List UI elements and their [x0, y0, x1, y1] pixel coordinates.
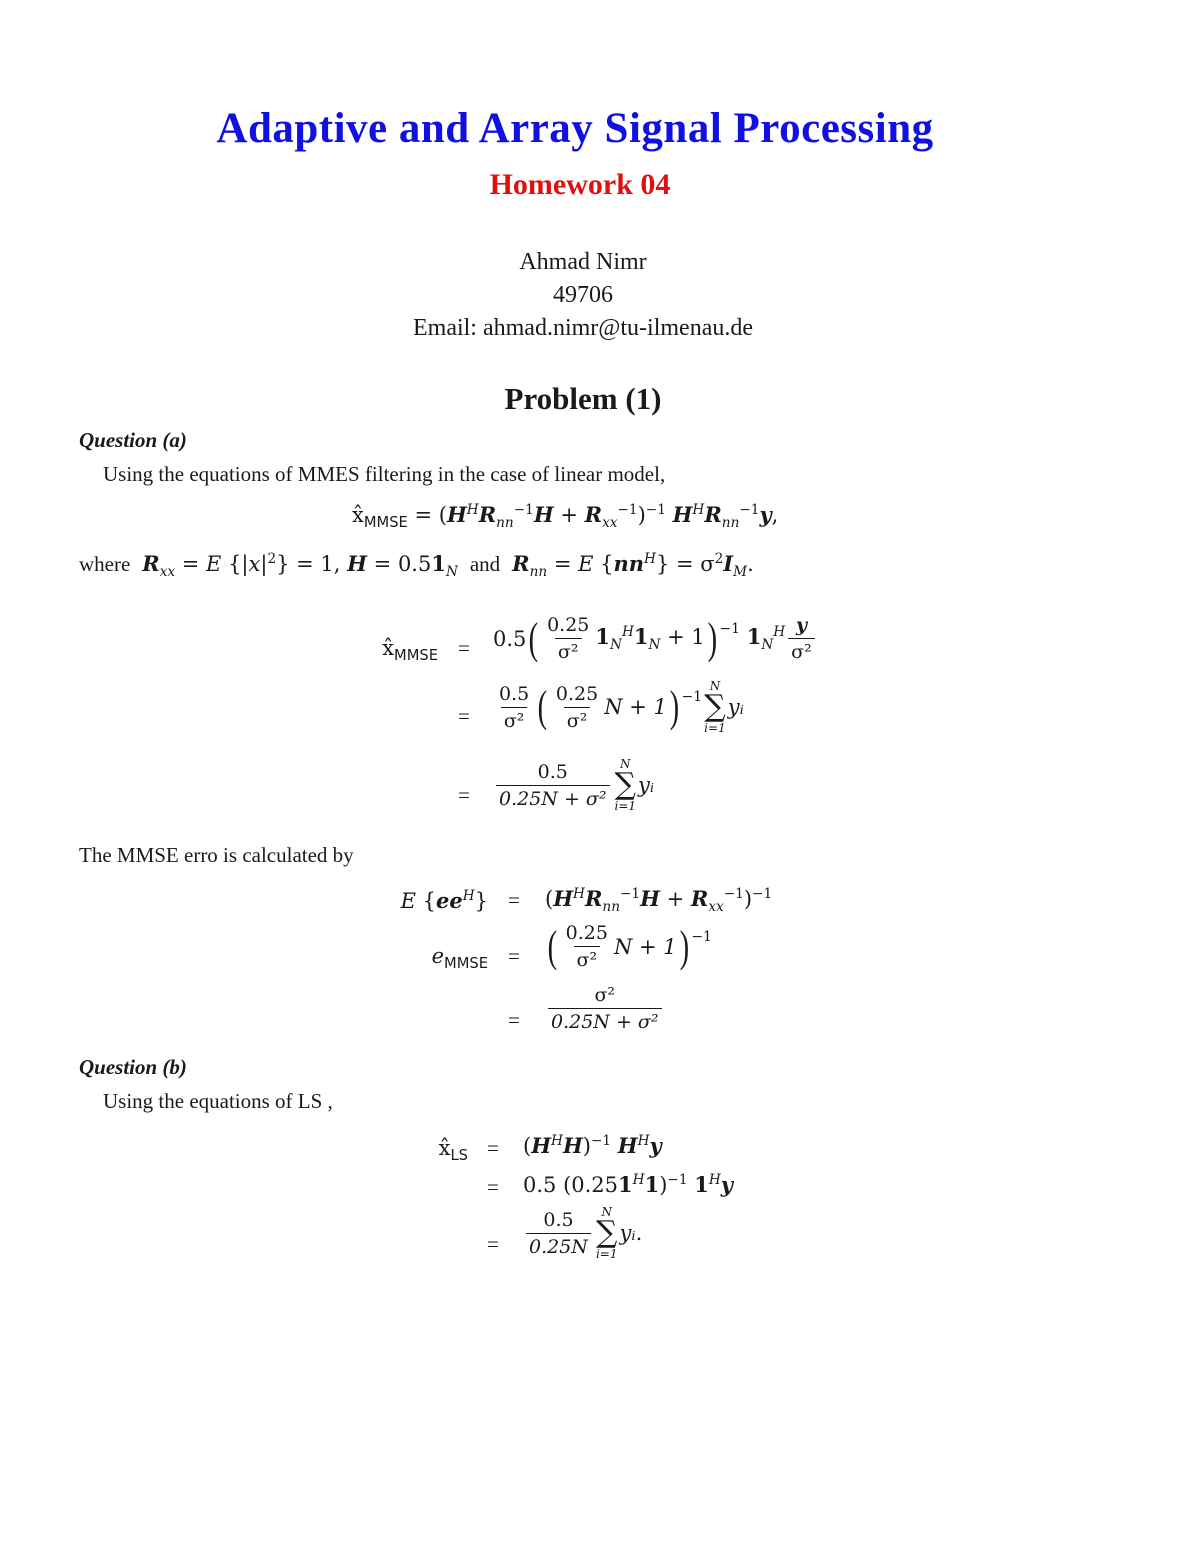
author-name: Ahmad Nimr: [519, 249, 647, 275]
mmse-error-text: The MMSE erro is calculated by: [79, 843, 354, 867]
where-word: where: [79, 552, 131, 576]
ls-lhs: [410, 1136, 468, 1164]
fraction: [526, 1209, 591, 1258]
mmse-estimator-equation: $x̂_{MMSE} = (H^HR_{nn}^{-1}H + R_{xx}^{-1})^{-1}$ $H^HR_{nn}^{-1}y$,: [352, 502, 779, 532]
left-paren: (: [537, 682, 548, 731]
sum-upper: N: [620, 757, 631, 771]
y-i: yᵢ: [619, 1221, 636, 1245]
coefficient: 0.5: [493, 626, 527, 651]
model-definitions: where $R_{xx} = E$ $\{|x|^2\} = 1$, $H = 0.51_N$ and $R_{nn} = E$ $\{nn^H\} = \sigma^2I_M$.: [79, 551, 754, 581]
problem-heading: Problem (1): [504, 381, 662, 416]
summation-symbol: N ∑ i=1: [595, 1205, 618, 1261]
fraction: [544, 614, 592, 663]
denominator: σ²: [574, 946, 601, 971]
question-b-label: Question (b): [79, 1055, 187, 1079]
right-paren: ): [707, 613, 717, 663]
right-paren: ): [669, 682, 679, 731]
numerator: 0.25: [555, 682, 599, 705]
error-covariance-rhs: $(H^HR_{nn}^{-1}H + R_{xx}^{-1})^{-1}$: [545, 886, 773, 916]
sum-upper: N: [601, 1205, 612, 1219]
left-paren: (: [528, 613, 539, 663]
sum-lower: i=1: [704, 721, 726, 735]
numerator: 0.5: [543, 1208, 574, 1231]
ls-step-1: $(H^HH)^{-1}$ $H^Hy$: [523, 1133, 662, 1158]
right-paren: ): [679, 921, 689, 971]
e-mmse-step-1: ( $\frac{0.25}{\text{σ²}}$ N + 1 ) −1: [547, 921, 712, 971]
equals-sign: =: [487, 1232, 499, 1256]
sum-upper: N: [709, 679, 721, 693]
equals-sign: =: [487, 1175, 499, 1199]
x-hat-symbol: x̂: [352, 503, 364, 527]
left-paren: (: [547, 921, 558, 971]
e-mmse-step-2: [545, 984, 665, 1033]
mmse-step-2: $\frac{0.5}{\text{σ²}}$ ( $\frac{0.25}{\text{σ²}}$ N + 1 ) −1 N ∑ i=1 yᵢ: [493, 680, 744, 734]
equals-sign: =: [508, 888, 520, 912]
sum-lower: i=1: [595, 1247, 618, 1261]
equals-sign: =: [458, 783, 470, 807]
question-a-label: Question (a): [79, 428, 187, 452]
y-i: yᵢ: [727, 695, 744, 719]
fraction: [553, 683, 601, 732]
x-hat-symbol: x̂: [438, 1136, 451, 1160]
fraction: [563, 922, 611, 971]
mmse-step-1: 0.5 ( $\frac{0.25}{\text{σ²}}$ $1_N^H1_N + 1$ ) −1 $1_N^H$ $\frac{y}{\text{σ²}}$: [493, 614, 818, 663]
numerator: σ²: [594, 984, 616, 1006]
mmse-subscript: MMSE: [394, 647, 438, 665]
equals-sign: =: [487, 1136, 499, 1160]
numerator: 0.5: [537, 760, 568, 783]
mmse-lhs: [370, 636, 438, 664]
fraction: [496, 683, 532, 732]
equals-sign: =: [458, 704, 470, 728]
document-title: Adaptive and Array Signal Processing: [216, 105, 934, 152]
denominator: σ²: [788, 638, 815, 663]
denominator: 0.25N + σ²: [496, 785, 610, 810]
homework-subtitle: Homework 04: [489, 168, 671, 201]
y-i: yᵢ: [638, 773, 655, 797]
sum-lower: i=1: [614, 799, 637, 813]
fraction: [548, 984, 662, 1033]
mmse-subscript: MMSE: [363, 514, 408, 532]
ls-step-2: 0.5 $(0.251^H1)^{-1}$ $1^Hy$: [523, 1172, 733, 1197]
denominator: σ²: [564, 707, 591, 732]
error-covariance-lhs: E $\{ee^H\}$: [400, 888, 488, 913]
ls-subscript: LS: [450, 1147, 468, 1165]
denominator: 0.25N + σ²: [548, 1008, 662, 1033]
and-word: and: [469, 552, 501, 576]
fraction: [496, 761, 610, 810]
equals-sign: =: [508, 944, 520, 968]
numerator: 0.25: [547, 614, 590, 636]
x-hat-symbol: x̂: [382, 636, 395, 660]
summation-symbol: N ∑ i=1: [614, 757, 637, 813]
denominator: σ²: [555, 638, 582, 663]
n-plus-one: N + 1: [613, 934, 677, 959]
denominator: 0.25N: [526, 1233, 591, 1258]
e-symbol: e: [431, 944, 445, 968]
numerator: 0.25: [565, 922, 608, 944]
e-mmse-lhs: [380, 944, 488, 972]
question-a-intro: Using the equations of MMES filtering in the case of linear model,: [103, 462, 666, 486]
numerator: 0.5: [499, 682, 530, 705]
ls-step-3: $\frac{0.5}{0.25N}$ N ∑ i=1 yᵢ .: [523, 1206, 642, 1260]
author-email: Email: ahmad.nimr@tu-ilmenau.de: [412, 315, 753, 341]
student-id: 49706: [553, 282, 613, 308]
denominator: σ²: [501, 707, 528, 732]
summation-symbol: N ∑ i=1: [704, 679, 726, 735]
question-b-intro: Using the equations of LS ,: [103, 1089, 333, 1113]
fraction: $\frac{y}{\text{σ²}}$: [788, 614, 815, 663]
mmse-step-3: [493, 758, 654, 812]
n-plus-one: N + 1: [604, 695, 667, 719]
equals-sign: =: [458, 636, 470, 660]
mmse-subscript: MMSE: [444, 955, 488, 973]
equals-sign: =: [508, 1008, 520, 1032]
